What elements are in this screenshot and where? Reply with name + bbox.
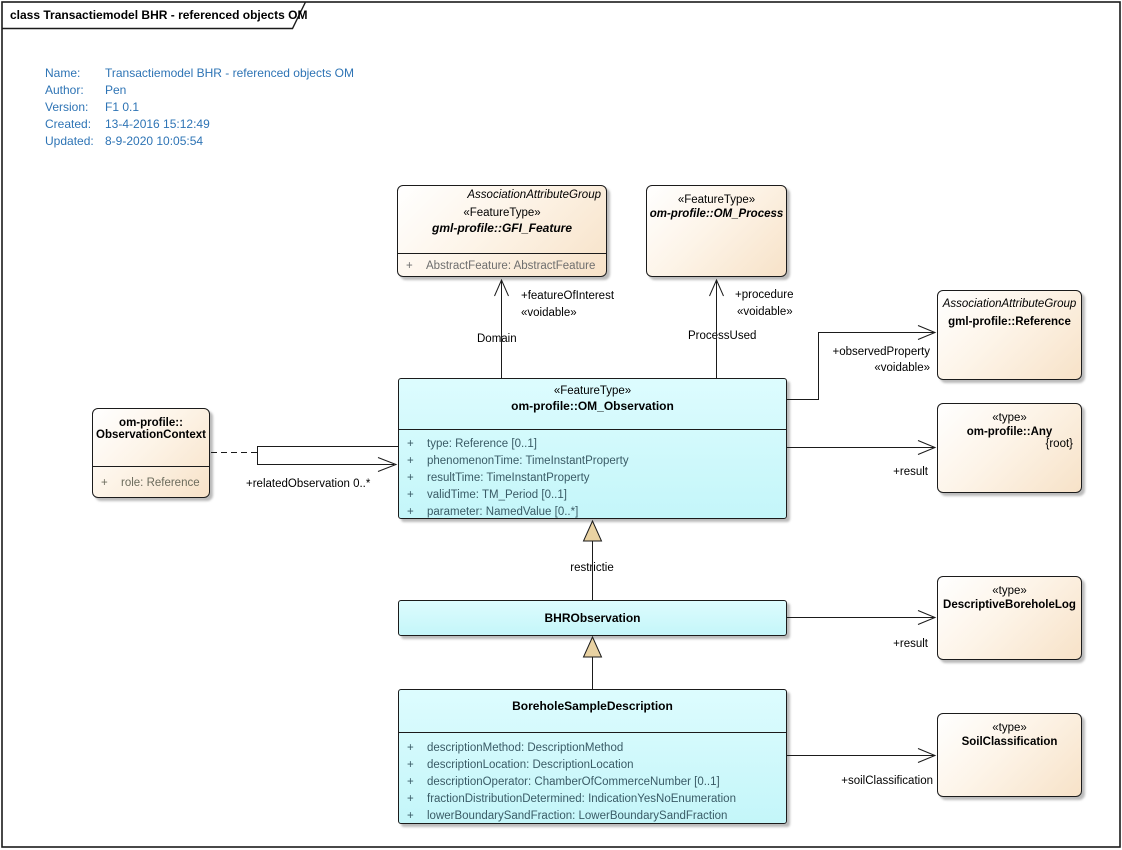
diagram-frame-title: class Transactiemodel BHR - referenced objects OM (10, 8, 308, 22)
attribute-text: type: Reference [0..1] (427, 438, 537, 450)
attribute-visibility: + (407, 776, 414, 788)
attribute-text: lowerBoundarySandFraction: LowerBoundarySandFraction (427, 810, 728, 822)
association-related-observation[interactable] (258, 447, 399, 465)
class-header (398, 186, 606, 253)
connector-role-label: +result (893, 638, 928, 650)
metadata-row (45, 65, 354, 82)
class-om-observation[interactable] (398, 378, 787, 519)
class-name: BoreholeSampleDescription (512, 699, 673, 713)
class-header (93, 417, 209, 466)
attribute-row (399, 487, 786, 504)
attribute-row (399, 504, 786, 521)
attribute-text: descriptionMethod: DescriptionMethod (427, 742, 624, 754)
class-borehole-sample-description[interactable] (398, 689, 787, 824)
attributes-compartment (399, 732, 786, 833)
metadata-value: Transactiemodel BHR - referenced objects OM (105, 66, 354, 80)
class-header (399, 385, 786, 429)
class-name: om-profile::OM_Process (649, 208, 784, 220)
class-name: om-profile::Any (966, 426, 1053, 438)
connector-role-label: +result (893, 466, 928, 478)
connector-role-label: +soilClassification (841, 775, 933, 787)
class-name: SoilClassification (961, 736, 1058, 748)
class-bhr-observation[interactable] (398, 600, 787, 636)
class-gml-reference[interactable] (937, 290, 1082, 380)
class-header (399, 699, 786, 732)
attribute-text: resultTime: TimeInstantProperty (427, 472, 590, 484)
class-om-process[interactable] (646, 185, 787, 277)
attribute-row (399, 470, 786, 487)
metadata-label: Version: (45, 100, 89, 114)
metadata-label: Name: (45, 66, 81, 80)
metadata-value: Pen (105, 83, 127, 97)
class-gfi-feature[interactable] (397, 185, 607, 277)
connector-role-label: +featureOfInterest (521, 290, 615, 302)
class-name: om-profile::OM_Observation (511, 399, 674, 413)
attribute-row (399, 808, 786, 825)
attributes-compartment (398, 253, 606, 277)
connector-role-label: +observedProperty (832, 346, 930, 358)
metadata-row (45, 116, 354, 133)
class-name: DescriptiveBoreholeLog (943, 599, 1076, 611)
attribute-row (399, 453, 786, 470)
attribute-visibility: + (407, 472, 414, 484)
class-name: gml-profile::GFI_Feature (431, 221, 572, 235)
attribute-row (399, 436, 786, 453)
class-stereotype: «type» (992, 585, 1027, 597)
attribute-row (398, 258, 606, 275)
attribute-row (399, 774, 786, 791)
metadata-label: Author: (45, 83, 84, 97)
attribute-row (399, 740, 786, 757)
class-stereotype: «FeatureType» (677, 194, 756, 206)
attribute-visibility: + (407, 455, 414, 467)
attribute-visibility: + (407, 489, 414, 501)
connector-target-role-label: Domain (477, 333, 517, 345)
attribute-text: parameter: NamedValue [0..*] (427, 506, 579, 518)
metadata-row (45, 133, 354, 150)
connector-stereotype-label: «voidable» (521, 307, 577, 319)
metadata-row (45, 82, 354, 99)
generalization-triangle-icon (584, 637, 602, 657)
connector-role-label: +relatedObservation 0..* (246, 478, 371, 490)
metadata-value: 13-4-2016 15:12:49 (105, 117, 210, 131)
metadata-label: Updated: (45, 134, 94, 148)
attributes-compartment (399, 429, 786, 525)
metadata-label: Created: (45, 117, 92, 131)
diagram-metadata (45, 65, 354, 150)
attribute-visibility: + (407, 438, 414, 450)
class-stereotype: «FeatureType» (553, 385, 632, 397)
attribute-visibility: + (407, 793, 414, 805)
class-stereotype: «FeatureType» (463, 207, 541, 219)
attribute-visibility: + (101, 477, 108, 489)
attribute-text: descriptionOperator: ChamberOfCommerceNumber [0..1] (427, 776, 720, 788)
class-name: gml-profile::Reference (948, 316, 1071, 328)
attribute-visibility: + (407, 759, 414, 771)
class-constraint: {root} (1045, 438, 1073, 450)
connector-stereotype-label: «voidable» (737, 306, 793, 318)
class-observation-context[interactable] (92, 408, 210, 498)
class-descriptive-borehole-log[interactable] (937, 576, 1082, 660)
attribute-visibility: + (406, 260, 413, 272)
attribute-row (399, 791, 786, 808)
attribute-row (93, 475, 209, 492)
generalization-label: restrictie (570, 562, 614, 574)
metadata-row (45, 99, 354, 116)
attribute-text: role: Reference (121, 477, 200, 489)
class-group-label: AssociationAttributeGroup (942, 298, 1077, 310)
connector-role-label: +procedure (735, 289, 794, 301)
metadata-value: 8-9-2020 10:05:54 (105, 134, 204, 148)
class-stereotype: «type» (992, 412, 1027, 424)
attribute-visibility: + (407, 810, 414, 822)
attributes-compartment (93, 466, 209, 506)
attribute-text: fractionDistributionDetermined: IndicationYesNoEnumeration (427, 793, 736, 805)
class-name: BHRObservation (544, 611, 641, 625)
class-name-line2: ObservationContext (96, 429, 206, 441)
attribute-text: phenomenonTime: TimeInstantProperty (427, 455, 629, 467)
class-stereotype: «type» (992, 722, 1027, 734)
attribute-visibility: + (407, 742, 414, 754)
attribute-text: AbstractFeature: AbstractFeature (426, 260, 596, 272)
class-name-line1: om-profile:: (119, 417, 183, 429)
connector-target-role-label: ProcessUsed (688, 330, 757, 342)
connector-stereotype-label: «voidable» (874, 362, 930, 374)
attribute-visibility: + (407, 506, 414, 518)
class-group-label: AssociationAttributeGroup (467, 189, 601, 201)
metadata-value: F1 0.1 (105, 100, 140, 114)
class-soil-classification[interactable] (937, 713, 1082, 797)
attribute-row (399, 757, 786, 774)
attribute-text: descriptionLocation: DescriptionLocation (427, 759, 634, 771)
attribute-text: validTime: TM_Period [0..1] (427, 489, 567, 501)
class-om-any[interactable] (937, 403, 1082, 493)
